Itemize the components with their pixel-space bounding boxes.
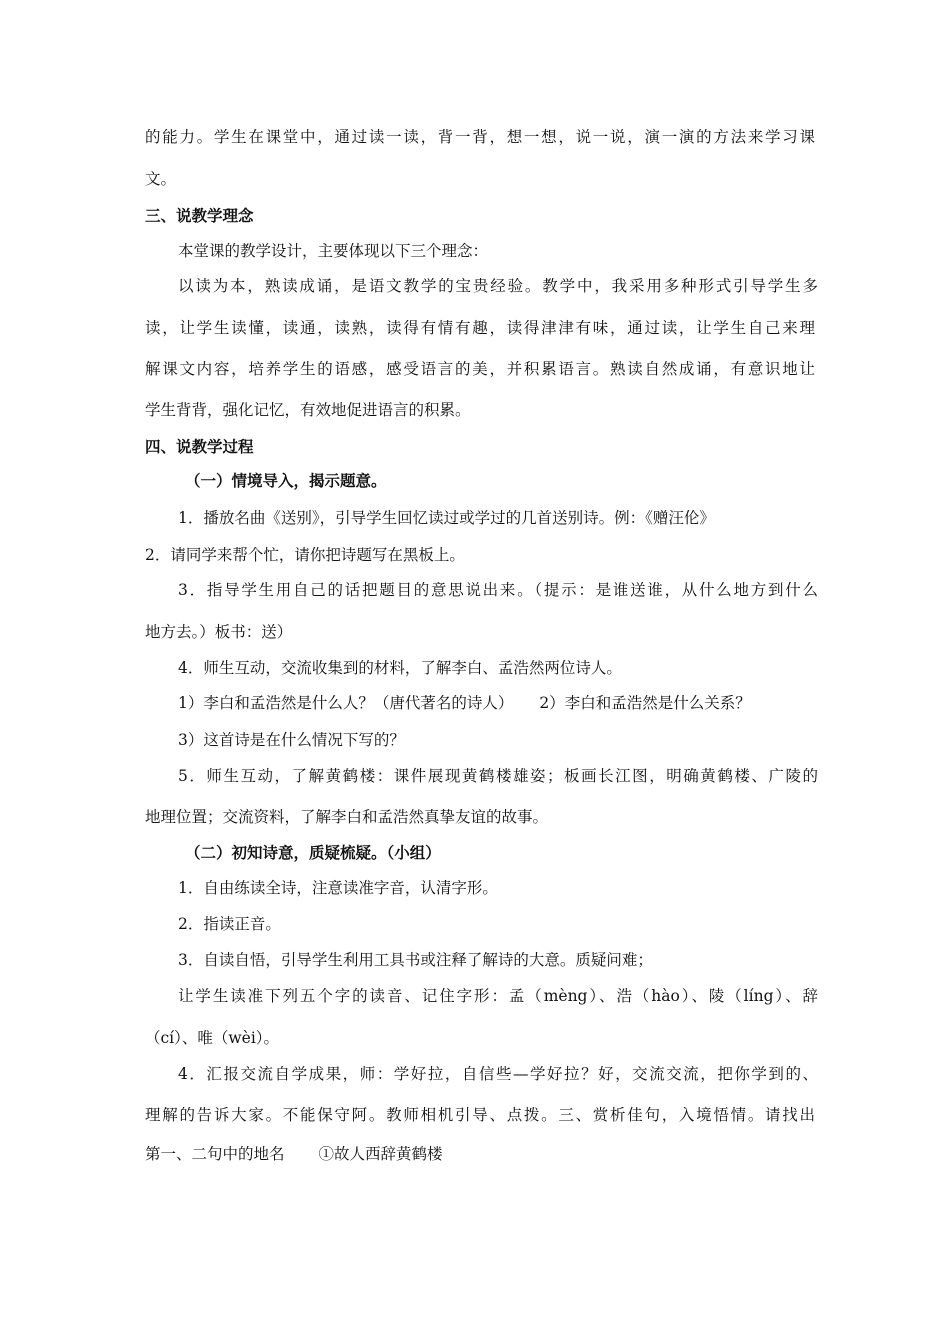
section-heading: 四、说教学过程	[145, 438, 254, 456]
paragraph-line: 1．播放名曲《送别》，引导学生回忆读过或学过的几首送别诗。例：《赠汪伦》	[178, 509, 715, 527]
paragraph-line: 本堂课的教学设计，主要体现以下三个理念：	[178, 242, 489, 260]
paragraph-line: 学生背背，强化记忆，有效地促进语言的积累。	[145, 401, 471, 419]
paragraph-line: 1．自由练读全诗，注意读准字音，认清字形。	[178, 879, 498, 897]
paragraph-line: 理解的告诉大家。不能保守阿。教师相机引导、点拨。三、赏析佳句，入境悟情。请找出	[145, 1106, 815, 1124]
paragraph-line: 4．师生互动，交流收集到的材料，了解李白、孟浩然两位诗人。	[178, 659, 622, 677]
place-name-prompt: 第一、二句中的地名	[145, 1145, 285, 1163]
paragraph-line: 2．请同学来帮个忙，请你把诗题写在黑板上。	[145, 546, 465, 564]
question-2: 2）李白和孟浩然是什么关系？	[539, 694, 751, 712]
paragraph-line: 4．汇报交流自学成果，师：学好拉，自信些—学好拉？好，交流交流，把你学到的、	[178, 1065, 818, 1083]
paragraph-line: 3．自读自悟，引导学生利用工具书或注释了解诗的大意。质疑问难；	[178, 951, 653, 969]
paragraph-line: 2．指读正音。	[178, 915, 281, 933]
paragraph-line: 3）这首诗是在什么情况下写的？	[178, 731, 405, 749]
paragraph-line: 读，让学生读懂，读通，读熟，读得有情有趣，读得津津有味，通过读，让学生自己来理	[145, 319, 815, 337]
paragraph-line: 的能力。学生在课堂中，通过读一读，背一背，想一想，说一说，演一演的方法来学习课	[145, 128, 815, 146]
paragraph-line: 地理位置；交流资料，了解李白和孟浩然真挚友谊的故事。	[145, 808, 549, 826]
paragraph-line: （cí）、唯（wèi）。	[145, 1029, 280, 1047]
paragraph-line	[178, 693, 818, 713]
poem-line-1: ①故人西辞黄鹤楼	[318, 1145, 443, 1163]
paragraph-line: 解课文内容，培养学生的语感，感受语言的美，并积累语言。熟读自然成诵，有意识地让	[145, 360, 815, 378]
paragraph-line: 地方去。）板书：送）	[145, 623, 293, 641]
subsection-heading: （一）情境导入，揭示题意。	[185, 472, 387, 490]
section-heading: 三、说教学理念	[145, 207, 254, 225]
paragraph-line: 文。	[145, 170, 177, 188]
subsection-heading: （二）初知诗意，质疑梳疑。（小组）	[185, 844, 441, 862]
paragraph-line: 3．指导学生用自己的话把题目的意思说出来。（提示：是谁送谁，从什么地方到什么	[178, 581, 818, 599]
paragraph-line: 让学生读准下列五个字的读音、记住字形：孟（mèng）、浩（hào）、陵（líng）、辞	[178, 987, 818, 1005]
paragraph-line	[145, 1144, 815, 1164]
paragraph-line: 5．师生互动，了解黄鹤楼：课件展现黄鹤楼雄姿；板画长江图，明确黄鹤楼、广陵的	[178, 767, 818, 785]
paragraph-line: 以读为本，熟读成诵，是语文教学的宝贵经验。教学中，我采用多种形式引导学生多	[178, 277, 818, 295]
question-1: 1）李白和孟浩然是什么人？（唐代著名的诗人）	[178, 694, 514, 712]
